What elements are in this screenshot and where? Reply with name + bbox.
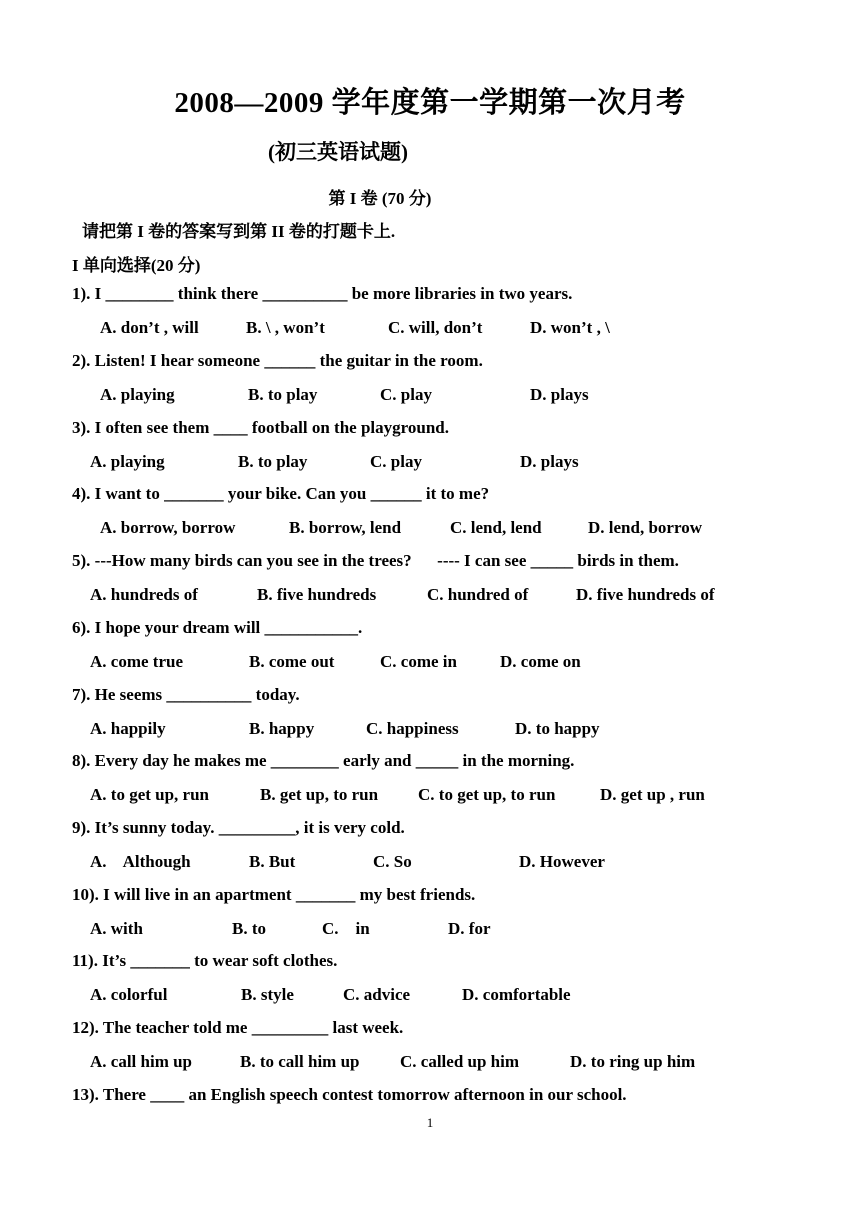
option-a: A. happily [90, 719, 166, 738]
question-2-options [0, 385, 860, 407]
option-b: B. to play [238, 452, 308, 471]
question-13: 13). There ____ an English speech contest tomorrow afternoon in our school. [72, 1085, 627, 1104]
option-a: A. borrow, borrow [100, 518, 236, 537]
option-c: C. play [370, 452, 422, 471]
question-8-options [0, 785, 860, 807]
question-4-options [0, 518, 860, 540]
part-heading: I 单向选择(20 分) [72, 256, 201, 275]
question-12: 12). The teacher told me _________ last week. [72, 1018, 404, 1037]
option-a: A. come true [90, 652, 183, 671]
option-a: A. playing [100, 385, 175, 404]
option-d: D. plays [530, 385, 589, 404]
question-10: 10). I will live in an apartment _______ my best friends. [72, 885, 476, 904]
option-d: D. to happy [515, 719, 600, 738]
question-3: 3). I often see them ____ football on the playground. [72, 418, 449, 437]
option-c: C. hundred of [427, 585, 529, 604]
question-11: 11). It’s _______ to wear soft clothes. [72, 951, 338, 970]
option-d: D. for [448, 919, 491, 938]
option-a: A. Although [90, 852, 191, 871]
question-12-options [0, 1052, 860, 1074]
option-a: A. don’t , will [100, 318, 199, 337]
option-d: D. lend, borrow [588, 518, 702, 537]
option-c: C. lend, lend [450, 518, 542, 537]
option-c: C. in [322, 919, 370, 938]
option-d: D. to ring up him [570, 1052, 696, 1071]
option-c: C. come in [380, 652, 457, 671]
question-7-options [0, 719, 860, 741]
option-d: D. come on [500, 652, 581, 671]
option-c: C. So [373, 852, 412, 871]
option-c: C. to get up, to run [418, 785, 556, 804]
option-c: C. happiness [366, 719, 459, 738]
option-d: D. comfortable [462, 985, 571, 1004]
option-b: B. happy [249, 719, 315, 738]
option-c: C. play [380, 385, 432, 404]
question-1: 1). I ________ think there __________ be more libraries in two years. [72, 284, 573, 303]
option-b: B. style [241, 985, 294, 1004]
option-d: D. five hundreds of [576, 585, 715, 604]
instruction-text: 请把第 I 卷的答案写到第 II 卷的打题卡上. [82, 222, 396, 241]
option-a: A. to get up, run [90, 785, 210, 804]
option-b: B. \ , won’t [246, 318, 325, 337]
option-a: A. playing [90, 452, 165, 471]
option-c: C. will, don’t [388, 318, 483, 337]
option-d: D. However [519, 852, 605, 871]
question-9-options [0, 852, 860, 874]
question-8: 8). Every day he makes me ________ early and _____ in the morning. [72, 751, 575, 770]
exam-subtitle: (初三英语试题) [268, 140, 408, 164]
question-2: 2). Listen! I hear someone ______ the guitar in the room. [72, 351, 483, 370]
option-b: B. get up, to run [260, 785, 379, 804]
page-number: 1 [426, 1115, 434, 1130]
question-6-options [0, 652, 860, 674]
option-b: B. come out [249, 652, 335, 671]
option-b: B. to play [248, 385, 318, 404]
option-b: B. But [249, 852, 296, 871]
option-d: D. get up , run [600, 785, 705, 804]
option-a: A. with [90, 919, 143, 938]
question-6: 6). I hope your dream will ___________. [72, 618, 363, 637]
option-b: B. five hundreds [257, 585, 377, 604]
option-b: B. to [232, 919, 266, 938]
question-7: 7). He seems __________ today. [72, 685, 300, 704]
question-1-options [0, 318, 860, 340]
exam-title: 2008—2009 学年度第一学期第一次月考 [174, 87, 686, 119]
question-10-options [0, 919, 860, 941]
option-a: A. colorful [90, 985, 168, 1004]
option-b: B. borrow, lend [289, 518, 402, 537]
question-4: 4). I want to _______ your bike. Can you ______ it to me? [72, 484, 490, 503]
section-heading: 第 I 卷 (70 分) [328, 189, 432, 208]
question-5: 5). ---How many birds can you see in the trees? ---- I can see _____ birds in them. [72, 551, 679, 570]
option-a: A. hundreds of [90, 585, 198, 604]
option-c: C. called up him [400, 1052, 520, 1071]
question-11-options [0, 985, 860, 1007]
question-5-options [0, 585, 860, 607]
option-d: D. won’t , \ [530, 318, 610, 337]
option-a: A. call him up [90, 1052, 193, 1071]
option-c: C. advice [343, 985, 411, 1004]
option-d: D. plays [520, 452, 579, 471]
question-9: 9). It’s sunny today. _________, it is very cold. [72, 818, 405, 837]
option-b: B. to call him up [240, 1052, 360, 1071]
question-3-options [0, 452, 860, 474]
